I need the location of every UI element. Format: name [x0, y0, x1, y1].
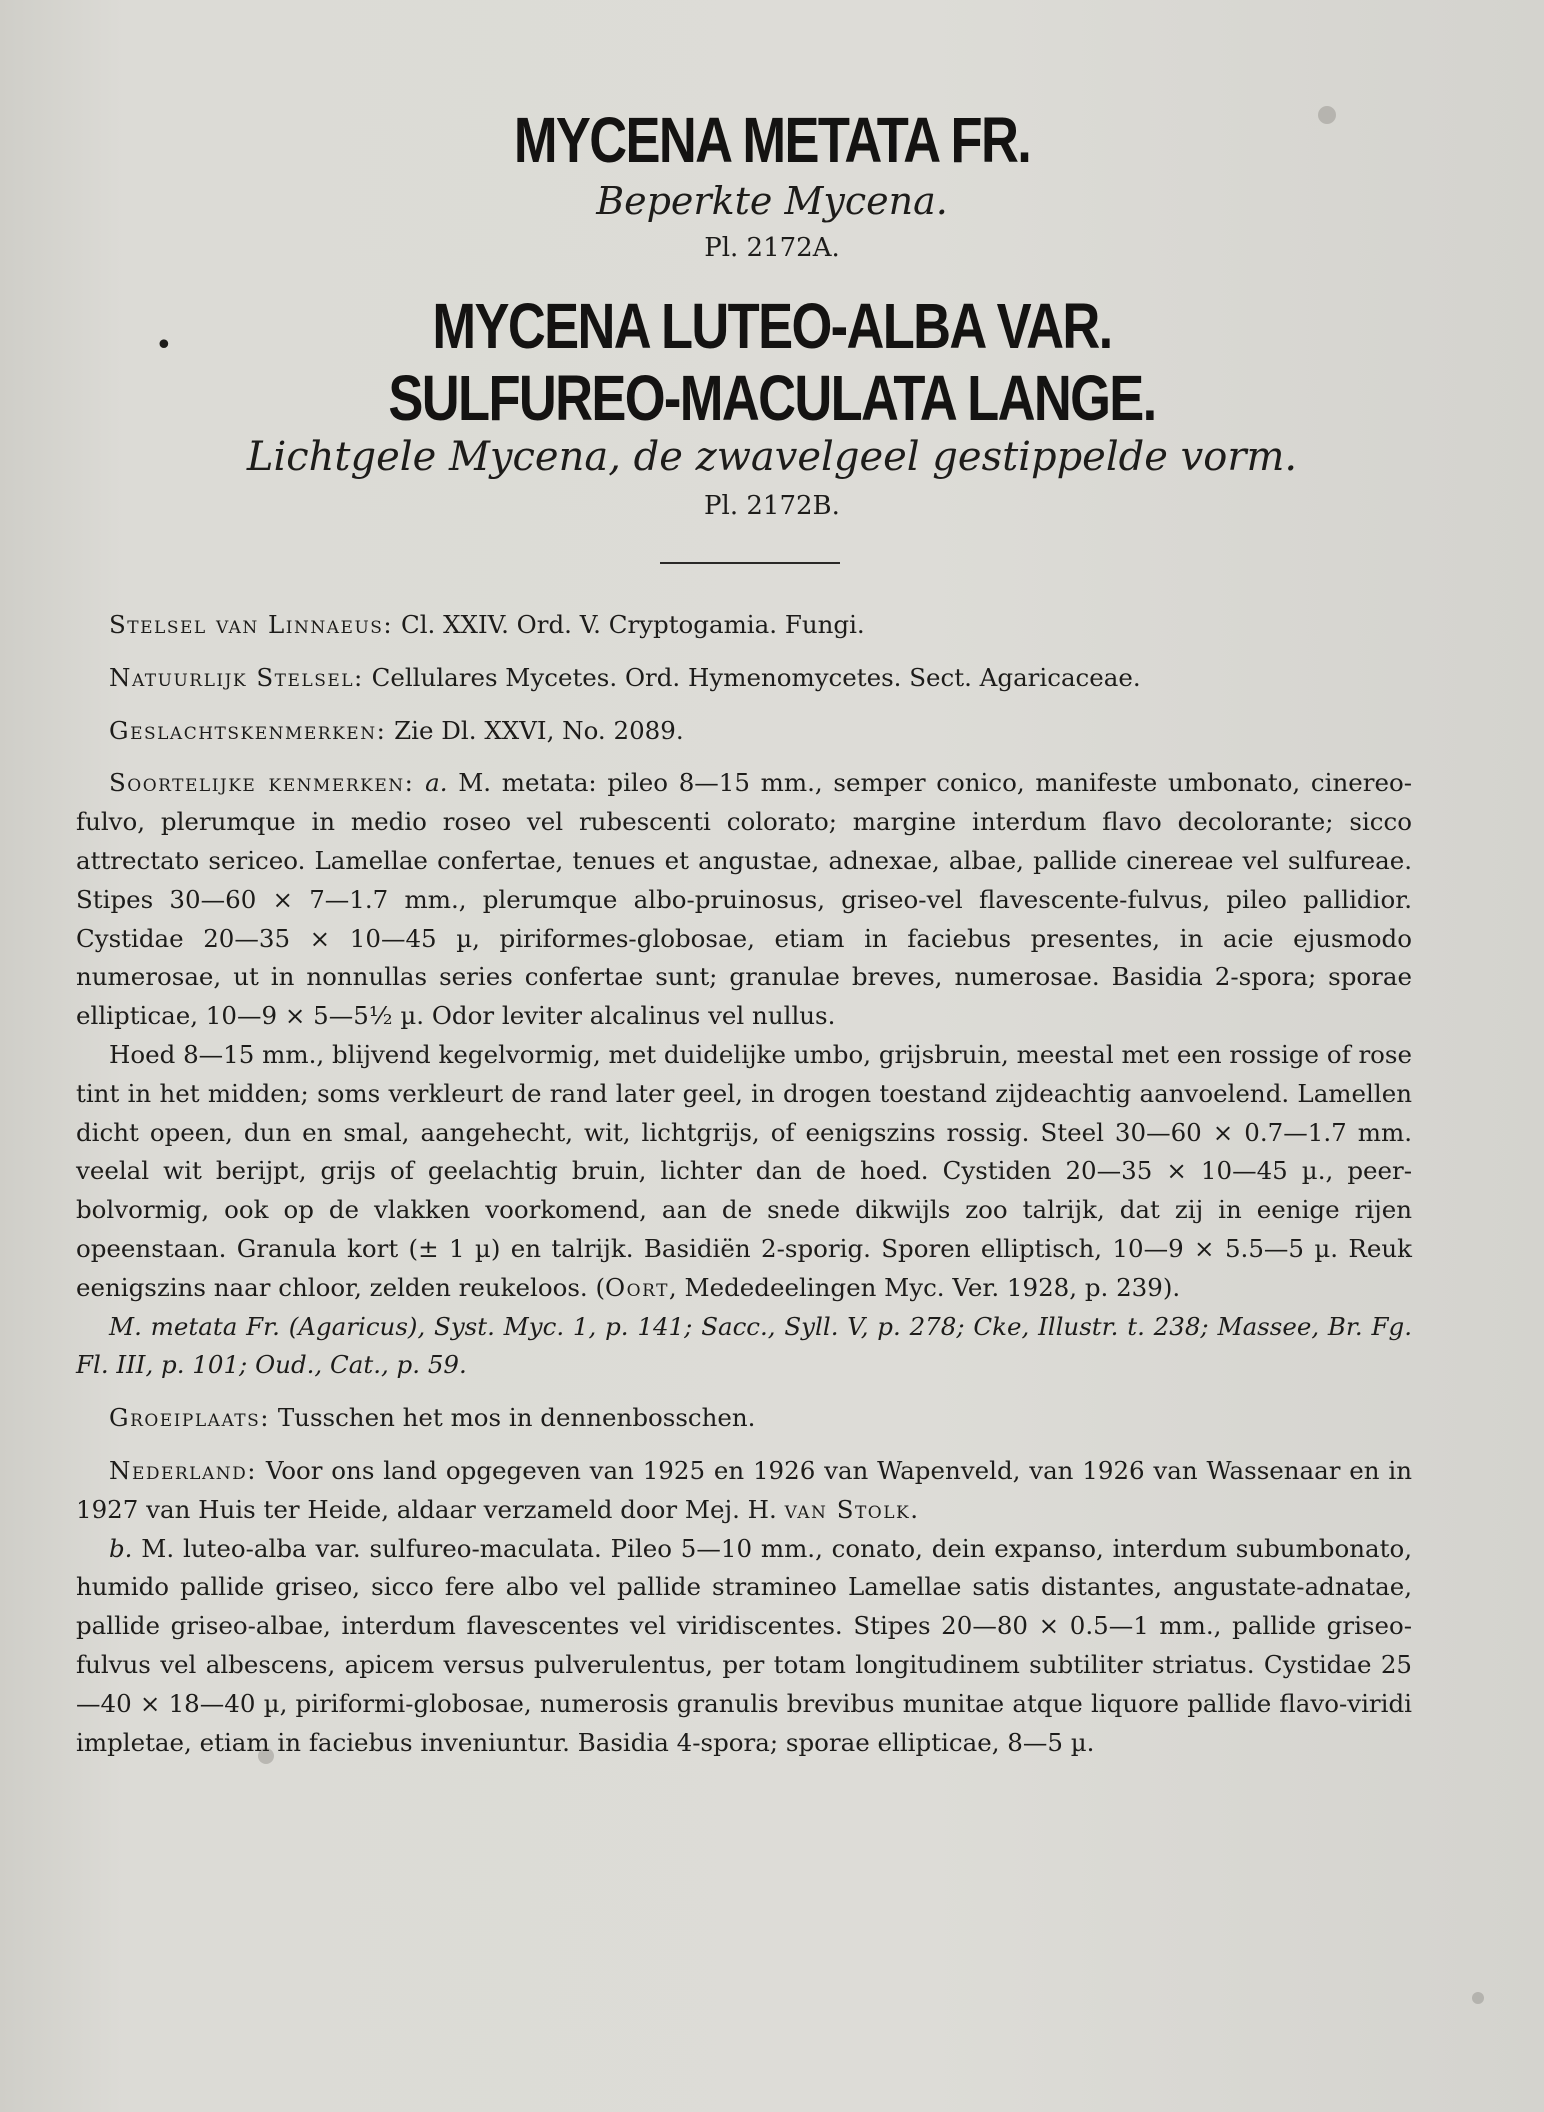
paragraph-hoed — [76, 1036, 1412, 1308]
label-nederland: Nederland: — [109, 1455, 258, 1485]
label-linnaeus: Stelsel van Linnaeus: — [109, 610, 394, 639]
paragraph-references — [76, 1308, 1412, 1386]
title-luteo-alba: MYCENA LUTEO-ALBA VAR. — [432, 290, 1112, 362]
paragraph-groeiplaats — [76, 1399, 1412, 1438]
label-geslacht: Geslachtskenmerken: — [109, 715, 387, 745]
title-sulfureo-maculata: SULFUREO-MACULATA LANGE. — [388, 362, 1156, 434]
text-b: M. luteo-alba var. sulfureo-maculata. Pileo 5—10 mm., conato, dein expanso, interdum subumbonato, humido pallide griseo, sicco fere albo vel pallide stramineo Lamellae satis distantes, angustate-adnatae, pallide griseo-albae, interdum flavescentes vel viridiscentes. Stipes 20—80 × 0.5—1 mm., pallide griseo-fulvus vel albescens, apicem versus pulverulentus, per totam longitudinem subtiliter striatus. Cystidae 25—40 × 18—40 µ, piriformi-globosae, numerosis granulis brevibus munitae atque liquore pallide flavo-viridi impletae, etiam in faciebus inveniuntur. Basidia 4-spora; sporae ellipticae, 8—5 µ. — [76, 1533, 1412, 1757]
text-linnaeus: Cl. XXIV. Ord. V. Cryptogamia. Fungi. — [393, 610, 865, 639]
text-geslacht: Zie Dl. XXVI, No. 2089. — [386, 715, 684, 745]
title-metata: MYCENA METATA FR. — [513, 104, 1031, 176]
bullet-mark: • — [155, 328, 173, 363]
document-body — [76, 606, 1412, 1762]
subtitle-luteo-alba: Lichtgele Mycena, de zwavelgeel gestippelde vorm. — [246, 434, 1298, 480]
author-oort: Oort — [605, 1272, 669, 1302]
paragraph-nederland — [76, 1452, 1412, 1530]
label-groeiplaats: Groeiplaats: — [109, 1403, 271, 1433]
text-references: M. metata Fr. (Agaricus), Syst. Myc. 1, p. 141; Sacc., Syll. V, p. 278; Cke, Illustr. t. 238; Massee, Br. Fg. Fl. III, p. 101; Oud., Cat., p. 59. — [76, 1311, 1412, 1380]
paragraph-geslacht — [76, 712, 1412, 751]
text-groeiplaats: Tusschen het mos in dennenbosschen. — [270, 1403, 756, 1433]
text-soort: M. metata: pileo 8—15 mm., semper conico, manifeste umbonato, cinereo-fulvo, plerumque in medio roseo vel rubescenti colorato; margine interdum flavo decolorante; sicco attrectato sericeo. Lamellae confertae, tenues et angustae, adnexae, albae, pallide cinereae vel sulfureae. Stipes 30—60 × 7—1.7 mm., plerumque albo-pruinosus, griseo-vel flavescente-fulvus, pileo pallidior. Cystidae 20—35 × 10—45 µ, piriformes-globosae, etiam in faciebus presentes, in acie ejusmodo numerosae, ut in nonnullas series confertae sunt; granulae breves, numerosae. Basidia 2-spora; sporae ellipticae, 10—9 × 5—5½ µ. Odor leviter alcalinus vel nullus. — [76, 768, 1412, 1031]
plate-number-b: Pl. 2172B. — [704, 491, 840, 521]
text-nederland: Voor ons land opgegeven van 1925 en 1926 van Wapenveld, van 1926 van Wassenaar en in 1927 van Huis ter Heide, aldaar verzameld door Mej. H. — [76, 1455, 1412, 1524]
label-soort: Soortelijke kenmerken: — [109, 768, 415, 798]
paper-speck — [1472, 1992, 1484, 2004]
marker-a: a. — [414, 768, 448, 798]
text-natuurlijk: Cellulares Mycetes. Ord. Hymenomycetes. Sect. Agaricaceae. — [363, 662, 1141, 692]
header-divider — [660, 562, 840, 564]
paragraph-natuurlijk — [76, 659, 1412, 698]
author-van-stolk: van Stolk — [784, 1494, 911, 1524]
subtitle-metata: Beperkte Mycena. — [596, 179, 948, 223]
plate-number-a: Pl. 2172A. — [704, 233, 840, 263]
paragraph-linnaeus — [76, 606, 1412, 645]
text-nederland-end: . — [910, 1494, 919, 1524]
marker-b: b. — [109, 1533, 133, 1563]
text-hoed-end: , Mededeelingen Myc. Ver. 1928, p. 239). — [668, 1272, 1181, 1302]
text-hoed: Hoed 8—15 mm., blijvend kegelvormig, met duidelijke umbo, grijsbruin, meestal met een rossige of rose tint in het midden; soms verkleurt de rand later geel, in drogen toestand zijdeachtig aanvoelend. Lamellen dicht opeen, dun en smal, aangehecht, wit, lichtgrijs, of eenigszins rossig. Steel 30—60 × 0.7—1.7 mm. veelal wit berijpt, grijs of geelachtig bruin, lichter dan de hoed. Cystiden 20—35 × 10—45 µ., peer-bolvormig, ook op de vlakken voorkomend, aan de snede dikwijls zoo talrijk, dat zij in eenige rijen opeenstaan. Granula kort (± 1 µ) en talrijk. Basidiën 2-sporig. Sporen elliptisch, 10—9 × 5.5—5 µ. Reuk eenigszins naar chloor, zelden reukeloos. ( — [76, 1039, 1412, 1302]
label-natuurlijk: Natuurlijk Stelsel: — [109, 662, 364, 692]
paragraph-soort — [76, 764, 1412, 1036]
paragraph-b — [76, 1530, 1412, 1763]
